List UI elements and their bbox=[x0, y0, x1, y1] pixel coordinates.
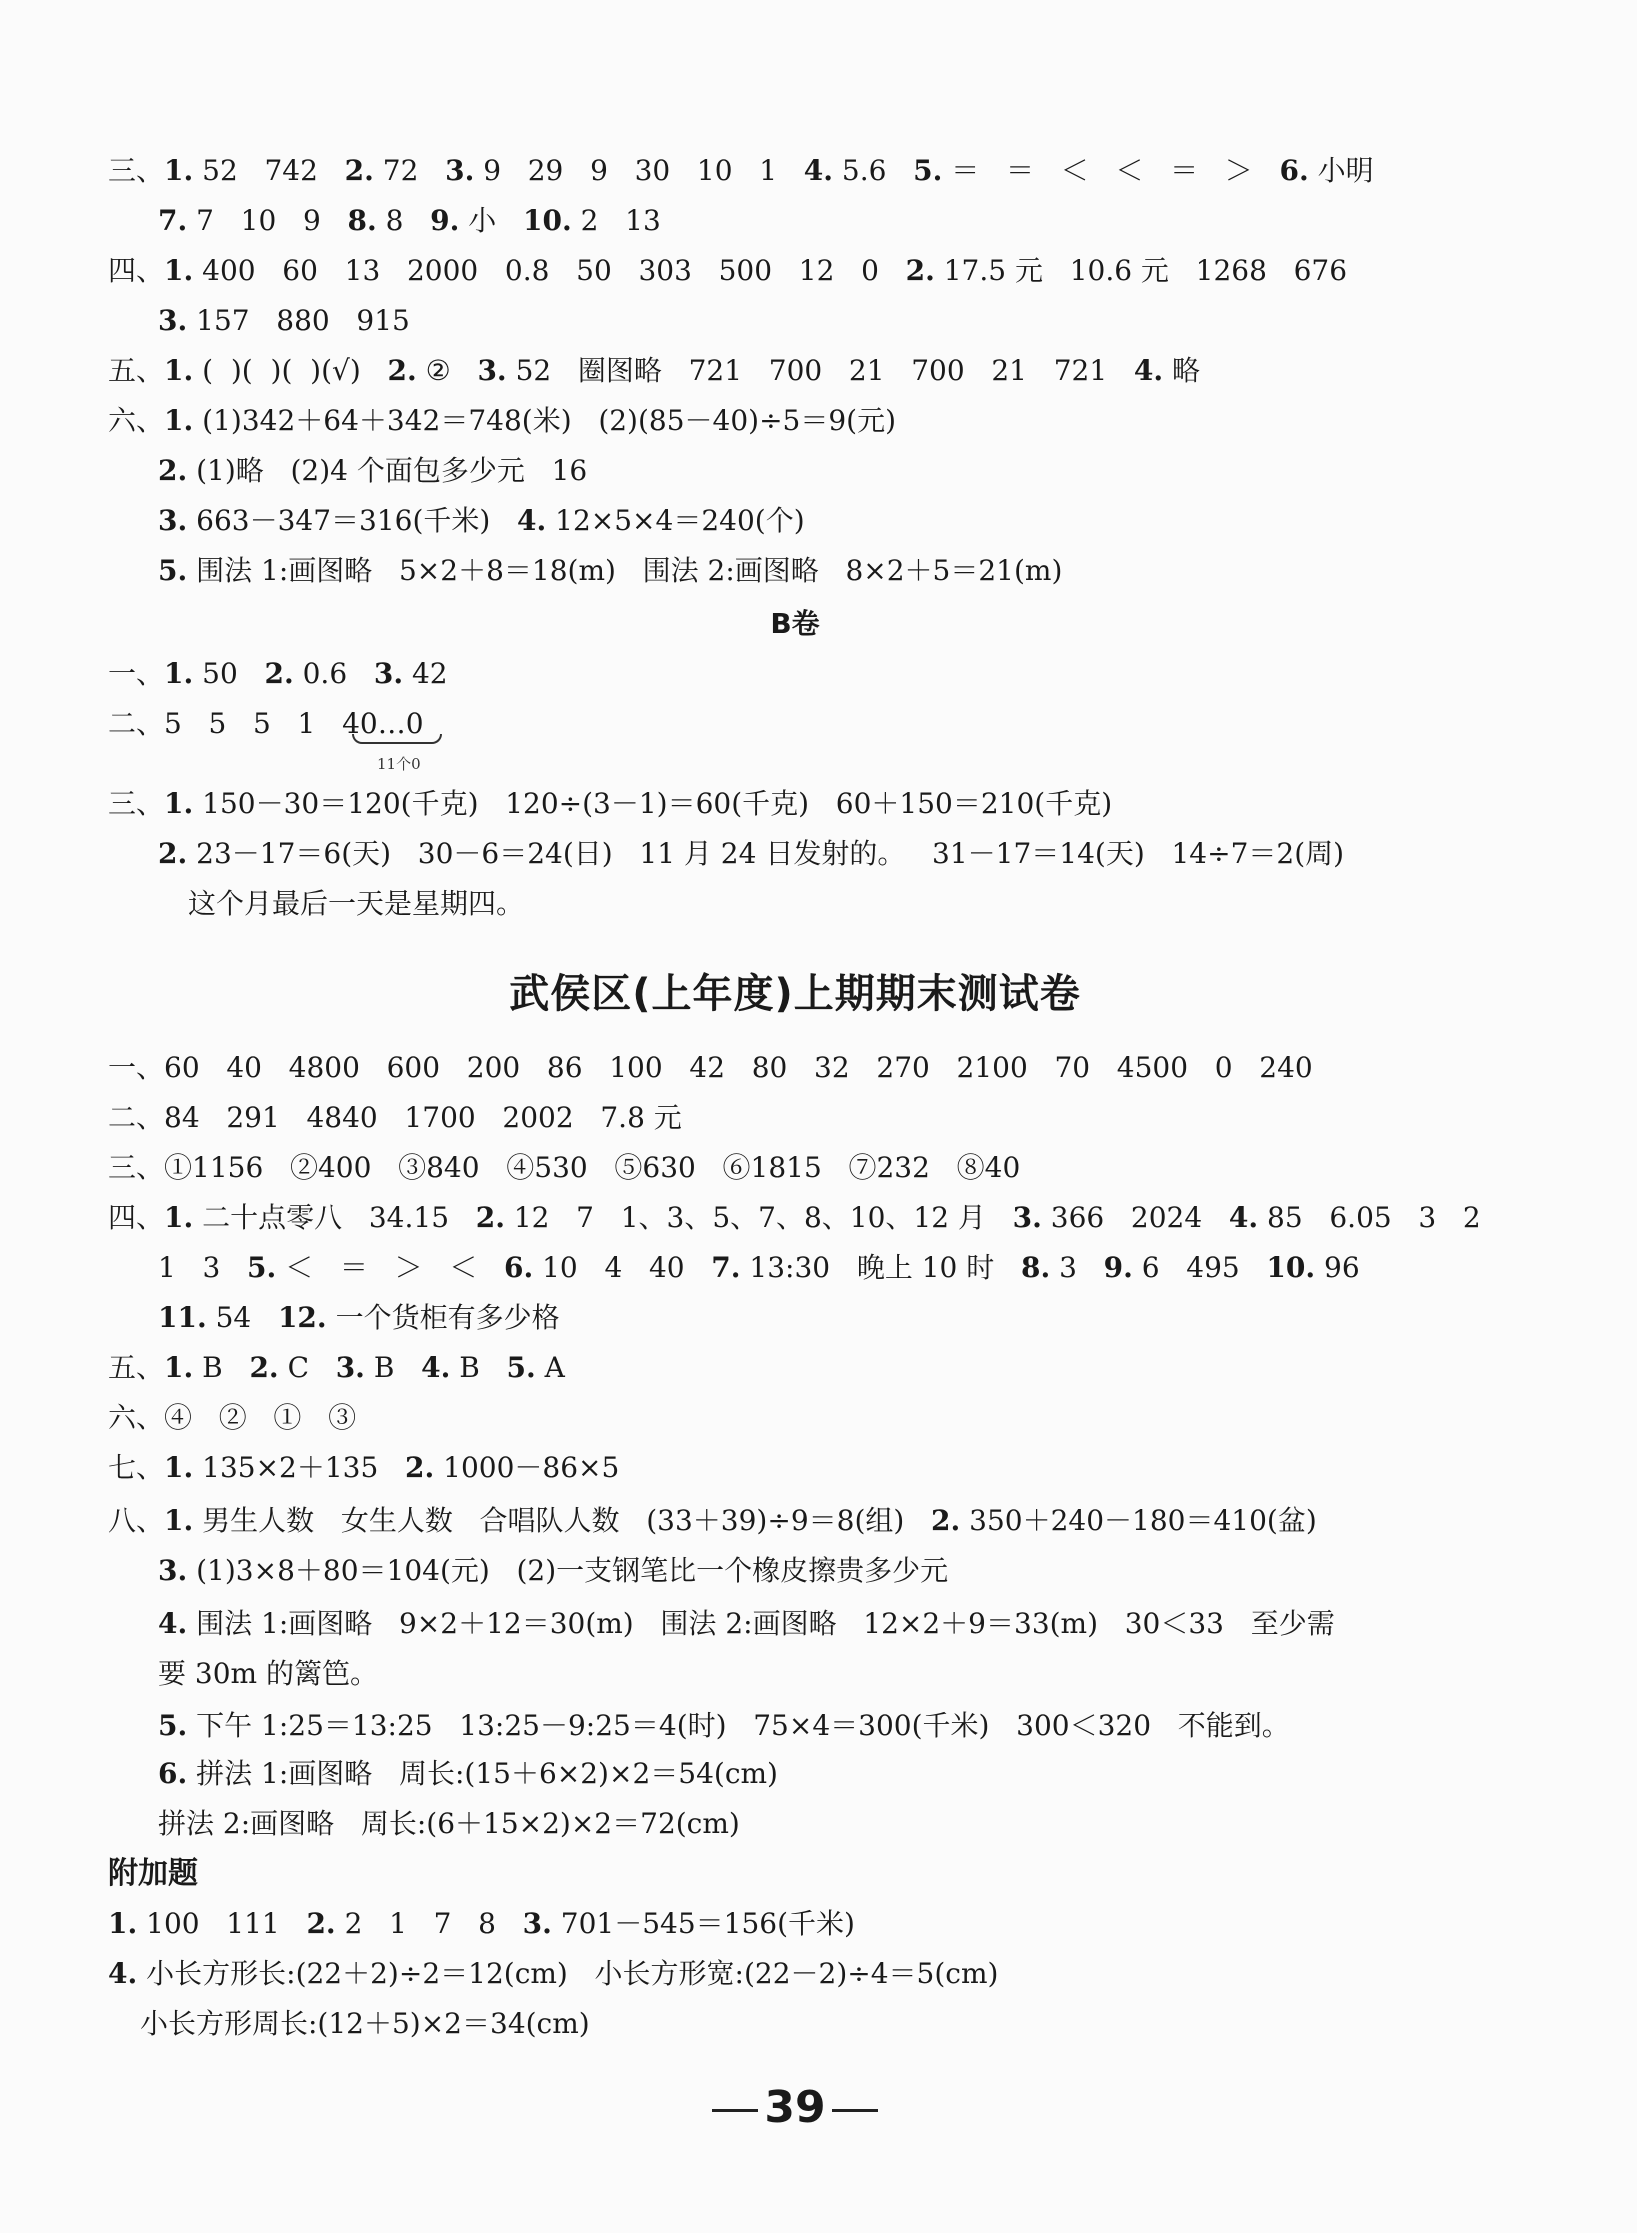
answer-text: 小 bbox=[459, 204, 523, 237]
answer-text: ＝ ＝ ＜ ＜ ＝ ＞ bbox=[942, 154, 1280, 187]
answer-line bbox=[158, 1798, 1597, 1850]
answer-line bbox=[108, 648, 1597, 700]
answer-line bbox=[108, 1192, 1597, 1244]
question-number: 1. bbox=[164, 1504, 194, 1537]
question-number: 7. bbox=[158, 204, 188, 237]
answer-line bbox=[158, 445, 1597, 497]
answer-text: (1)略 (2)4 个面包多少元 16 bbox=[187, 454, 588, 487]
answer-text: 五、 bbox=[108, 1351, 165, 1384]
answer-text: 小长方形周长:(12＋5)×2＝34(cm) bbox=[140, 2007, 590, 2040]
answer-text: 下午 1:25＝13:25 13:25－9:25＝4(时) 75×4＝300(千米) 300＜320 不能到。 bbox=[187, 1709, 1290, 1742]
answer-line bbox=[108, 345, 1597, 397]
answer-text: 12×5×4＝240(个) bbox=[546, 504, 805, 537]
answer-text: 8 bbox=[376, 204, 431, 237]
answer-text: 13:30 晚上 10 时 bbox=[740, 1251, 1021, 1284]
question-number: 3. bbox=[477, 354, 507, 387]
question-number: 7. bbox=[711, 1251, 741, 1284]
answer-line bbox=[108, 145, 1597, 197]
question-number: 11. bbox=[158, 1301, 207, 1334]
question-number: 2. bbox=[264, 657, 294, 690]
question-number: 1. bbox=[164, 154, 194, 187]
answer-text: 6 495 bbox=[1132, 1251, 1267, 1284]
answer-text: 157 880 915 bbox=[187, 304, 410, 337]
section-b-title: B卷 bbox=[770, 607, 820, 640]
question-number: 4. bbox=[803, 154, 833, 187]
question-number: 4. bbox=[517, 504, 547, 537]
answer-line bbox=[158, 495, 1597, 547]
answer-line bbox=[158, 195, 1597, 247]
answer-text: 5.6 bbox=[833, 154, 914, 187]
answer-line bbox=[108, 1495, 1597, 1547]
question-number: 4. bbox=[108, 1957, 138, 1990]
question-number: 10. bbox=[523, 204, 572, 237]
question-number: 12. bbox=[277, 1301, 327, 1334]
answer-text: 52 圈图略 721 700 21 700 21 721 bbox=[506, 354, 1134, 387]
question-number: 1. bbox=[164, 1201, 194, 1234]
answer-line bbox=[158, 1598, 1597, 1650]
answer-line bbox=[158, 295, 1597, 347]
answer-text: 三、 bbox=[108, 787, 165, 820]
answer-text: 2 1 7 8 bbox=[335, 1907, 523, 1940]
answer-text: 52 742 bbox=[193, 154, 345, 187]
question-number: 9. bbox=[1103, 1251, 1133, 1284]
question-number: 1. bbox=[164, 1451, 194, 1484]
answer-line bbox=[108, 245, 1597, 297]
question-number: 1. bbox=[164, 404, 194, 437]
answer-text: A bbox=[535, 1351, 565, 1384]
answer-line bbox=[188, 878, 1597, 930]
question-number: 1. bbox=[108, 1907, 138, 1940]
question-number: 6. bbox=[1279, 154, 1309, 187]
question-number: 2. bbox=[905, 254, 935, 287]
answer-text: 100 111 bbox=[137, 1907, 307, 1940]
answer-text: 小长方形长:(22＋2)÷2＝12(cm) 小长方形宽:(22－2)÷4＝5(cm) bbox=[137, 1957, 999, 1990]
answer-line bbox=[108, 698, 1597, 750]
answer-text: 150－30＝120(千克) 120÷(3－1)＝60(千克) 60＋150＝210(千克) bbox=[193, 787, 1113, 820]
answer-text: 八、 bbox=[108, 1504, 165, 1537]
question-number: 10. bbox=[1266, 1251, 1316, 1284]
answer-text: 六、④ ② ① ③ bbox=[108, 1401, 357, 1434]
page-number bbox=[0, 2082, 1590, 2133]
answer-text: ( )( )( )(√) bbox=[193, 354, 388, 387]
answer-text: 366 2024 bbox=[1041, 1201, 1229, 1234]
answer-line bbox=[108, 1142, 1597, 1194]
answer-text: 二、5 5 5 1 40…0 bbox=[108, 707, 424, 740]
page-number-text: 39 bbox=[764, 2082, 826, 2133]
answer-line bbox=[108, 1342, 1597, 1394]
answer-line bbox=[158, 1292, 1597, 1344]
question-number: 5. bbox=[158, 554, 188, 587]
answer-text: 12 7 1、3、5、7、8、10、12 月 bbox=[504, 1201, 1013, 1234]
question-number: 4. bbox=[158, 1607, 188, 1640]
question-number: 2. bbox=[344, 154, 374, 187]
answer-line bbox=[108, 1392, 1597, 1444]
question-number: 3. bbox=[158, 1554, 188, 1587]
answer-text: 四、 bbox=[108, 254, 165, 287]
question-number: 5. bbox=[913, 154, 943, 187]
answer-text: 五、 bbox=[108, 354, 165, 387]
question-number: 2. bbox=[249, 1351, 279, 1384]
answer-line bbox=[140, 1998, 1597, 2050]
answer-text: 96 bbox=[1315, 1251, 1360, 1284]
answer-text: 72 bbox=[373, 154, 446, 187]
question-number: 3. bbox=[158, 304, 188, 337]
question-number: 2. bbox=[306, 1907, 336, 1940]
answer-text: 围法 1:画图略 5×2＋8＝18(m) 围法 2:画图略 8×2＋5＝21(m) bbox=[187, 554, 1063, 587]
answer-text: 拼法 1:画图略 周长:(15＋6×2)×2＝54(cm) bbox=[187, 1757, 778, 1790]
question-number: 1. bbox=[164, 254, 194, 287]
answer-text: 7 10 9 bbox=[187, 204, 348, 237]
bonus-heading: 附加题 bbox=[108, 1856, 198, 1891]
answer-text: 三、①1156 ②400 ③840 ④530 ⑤630 ⑥1815 ⑦232 ⑧40 bbox=[108, 1151, 1021, 1184]
answer-line bbox=[158, 1748, 1597, 1800]
answer-text: 男生人数 女生人数 合唱队人数 (33＋39)÷9＝8(组) bbox=[193, 1504, 931, 1537]
answer-text: 拼法 2:画图略 周长:(6＋15×2)×2＝72(cm) bbox=[158, 1807, 740, 1840]
answer-text: 三、 bbox=[108, 154, 165, 187]
answer-line bbox=[108, 1442, 1597, 1494]
question-number: 3. bbox=[158, 504, 188, 537]
answer-text: 17.5 元 10.6 元 1268 676 bbox=[934, 254, 1348, 287]
answer-text: 0.6 bbox=[293, 657, 374, 690]
question-number: 3. bbox=[445, 154, 475, 187]
answer-text: 23－17＝6(天) 30－6＝24(日) 11 月 24 日发射的。 31－17＝14(天) 14÷7＝2(周) bbox=[187, 837, 1345, 870]
question-number: 1. bbox=[164, 657, 194, 690]
answer-text: C bbox=[278, 1351, 336, 1384]
answer-line bbox=[158, 1242, 1597, 1294]
answer-text: 二十点零八 34.15 bbox=[193, 1201, 476, 1234]
answer-text: 七、 bbox=[108, 1451, 165, 1484]
question-number: 6. bbox=[158, 1757, 188, 1790]
question-number: 5. bbox=[247, 1251, 277, 1284]
question-number: 4. bbox=[1228, 1201, 1259, 1234]
question-number: 2. bbox=[931, 1504, 961, 1537]
answer-text: B bbox=[193, 1351, 250, 1384]
answer-text: 350＋240－180＝410(盆) bbox=[960, 1504, 1317, 1537]
answer-line bbox=[158, 545, 1597, 597]
answer-line bbox=[158, 828, 1597, 880]
question-number: 2. bbox=[405, 1451, 435, 1484]
answer-text: 701－545＝156(千米) bbox=[551, 1907, 855, 1940]
question-number: 3. bbox=[522, 1907, 552, 1940]
answer-text: 小明 bbox=[1308, 154, 1374, 187]
question-number: 2. bbox=[475, 1201, 505, 1234]
answer-text: 400 60 13 2000 0.8 50 303 500 12 0 bbox=[193, 254, 906, 287]
answer-text: 1 3 bbox=[158, 1251, 248, 1284]
answer-text: 二、84 291 4840 1700 2002 7.8 元 bbox=[108, 1101, 682, 1134]
question-number: 1. bbox=[164, 354, 194, 387]
question-number: 8. bbox=[347, 204, 377, 237]
answer-text: 这个月最后一天是星期四。 bbox=[188, 887, 525, 920]
answer-line bbox=[108, 778, 1597, 830]
answer-text: 要 30m 的篱笆。 bbox=[158, 1657, 378, 1690]
answer-text: (1)342＋64＋342＝748(米) (2)(85－40)÷5＝9(元) bbox=[193, 404, 897, 437]
answer-text: ② bbox=[416, 354, 478, 387]
answer-text: 50 bbox=[193, 657, 265, 690]
answer-text: (1)3×8＋80＝104(元) (2)一支钢笔比一个橡皮擦贵多少元 bbox=[187, 1554, 949, 1587]
answer-text: 一、 bbox=[108, 657, 165, 690]
answer-text: B bbox=[364, 1351, 422, 1384]
question-number: 2. bbox=[387, 354, 417, 387]
question-number: 2. bbox=[158, 454, 188, 487]
answer-text: 54 bbox=[206, 1301, 278, 1334]
answer-line bbox=[158, 1545, 1597, 1597]
question-number: 6. bbox=[503, 1251, 534, 1284]
answer-text: 六、 bbox=[108, 404, 165, 437]
answer-line bbox=[108, 1898, 1597, 1950]
answer-text: 略 bbox=[1163, 354, 1200, 387]
answer-text: 一个货柜有多少格 bbox=[326, 1301, 560, 1334]
answer-text: 42 bbox=[403, 657, 448, 690]
answer-text: 663－347＝316(千米) bbox=[187, 504, 518, 537]
answer-text: 四、 bbox=[108, 1201, 165, 1234]
answer-text: 一、60 40 4800 600 200 86 100 42 80 32 270 2100 70 4500 0 240 bbox=[108, 1051, 1313, 1084]
answer-text: 85 6.05 3 2 bbox=[1258, 1201, 1481, 1234]
answer-text: B bbox=[450, 1351, 507, 1384]
question-number: 3. bbox=[373, 657, 404, 690]
question-number: 9. bbox=[430, 204, 460, 237]
answer-text: 3 bbox=[1050, 1251, 1104, 1284]
question-number: 1. bbox=[164, 787, 194, 820]
question-number: 3. bbox=[1012, 1201, 1042, 1234]
answer-line bbox=[108, 1042, 1597, 1094]
question-number: 4. bbox=[421, 1351, 451, 1384]
answer-line bbox=[158, 1648, 1597, 1700]
answer-text: ＜ ＝ ＞ ＜ bbox=[276, 1251, 504, 1284]
question-number: 2. bbox=[158, 837, 188, 870]
answer-text: 9 29 9 30 10 1 bbox=[474, 154, 804, 187]
question-number: 1. bbox=[164, 1351, 194, 1384]
answer-line bbox=[108, 1948, 1597, 2000]
brace-label: 11个0 bbox=[377, 755, 421, 773]
answer-text: 135×2＋135 bbox=[193, 1451, 406, 1484]
answer-line bbox=[158, 1700, 1597, 1752]
question-number: 3. bbox=[335, 1351, 365, 1384]
brace-mark bbox=[352, 734, 442, 744]
answer-text: 2 13 bbox=[571, 204, 661, 237]
answer-text: 围法 1:画图略 9×2＋12＝30(m) 围法 2:画图略 12×2＋9＝33(m) 30＜33 至少需 bbox=[187, 1607, 1335, 1640]
answer-line bbox=[108, 1092, 1597, 1144]
question-number: 8. bbox=[1020, 1251, 1051, 1284]
answer-text: 10 4 40 bbox=[533, 1251, 712, 1284]
exam-title: 武侯区(上年度)上期期末测试卷 bbox=[509, 971, 1081, 1017]
question-number: 5. bbox=[506, 1351, 536, 1384]
answer-text: 1000－86×5 bbox=[434, 1451, 620, 1484]
question-number: 4. bbox=[1133, 354, 1164, 387]
question-number: 5. bbox=[158, 1709, 188, 1742]
answer-line bbox=[108, 395, 1597, 447]
